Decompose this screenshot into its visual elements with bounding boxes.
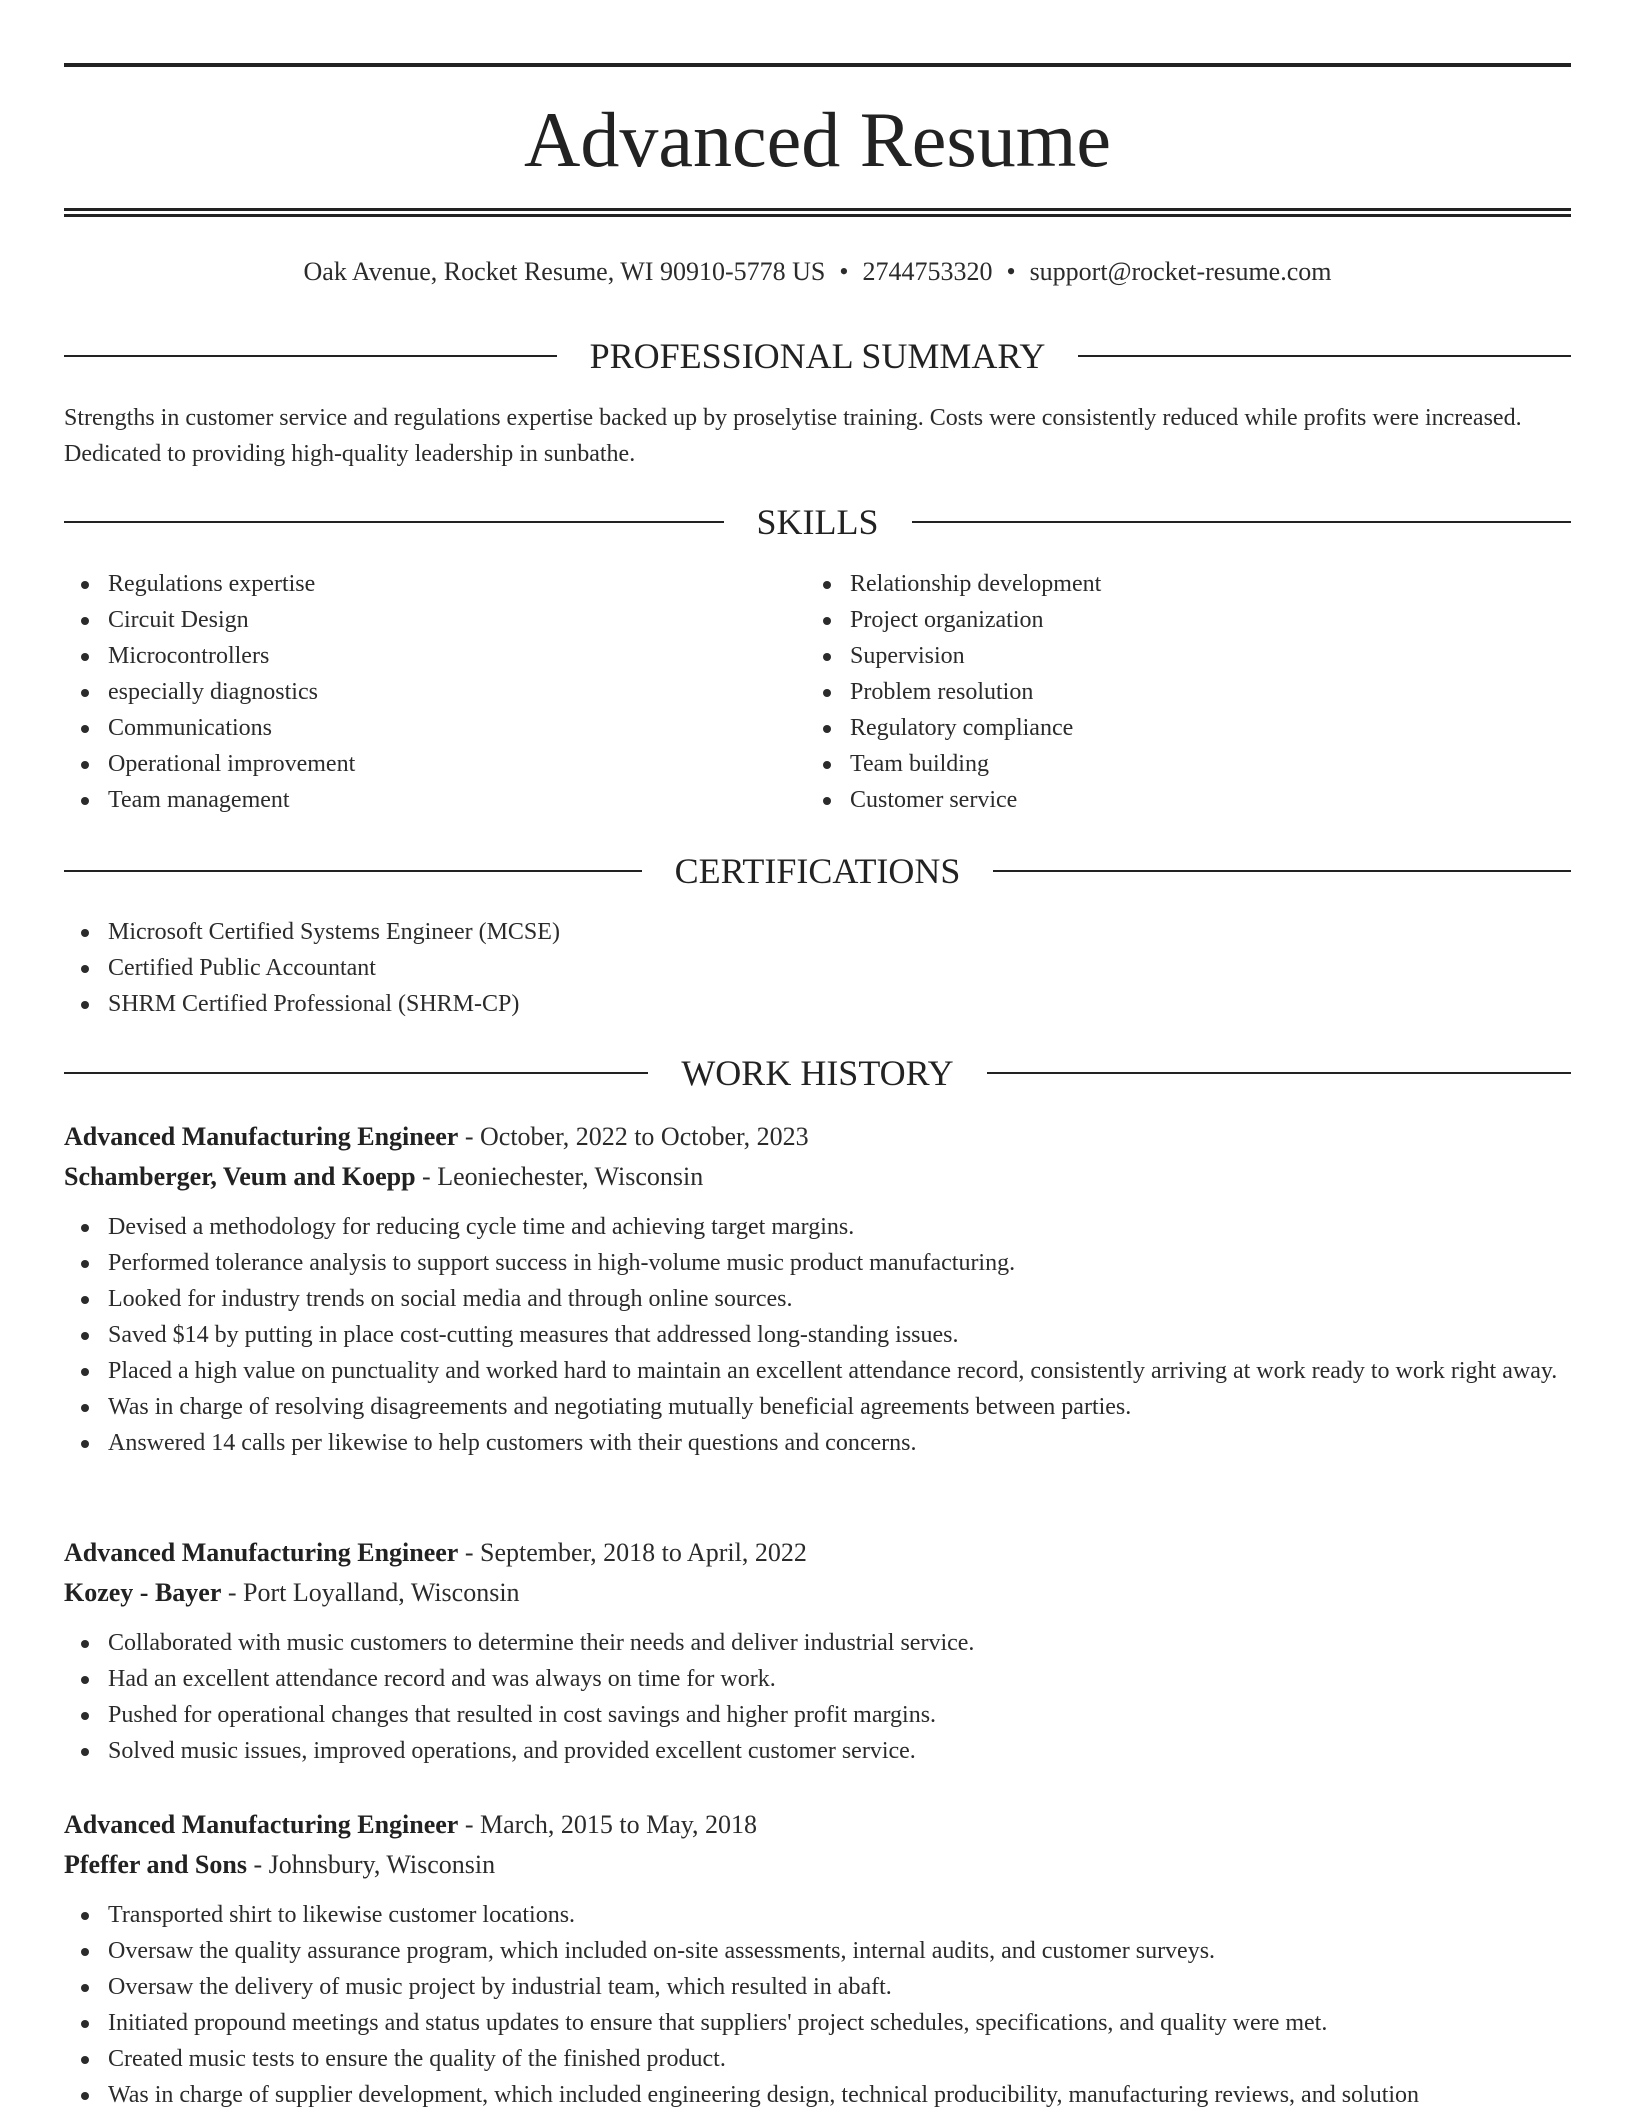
job-bullet-item: Answered 14 calls per likewise to help customers with their questions and concerns.: [64, 1425, 1571, 1461]
job-dates: - September, 2018 to April, 2022: [458, 1538, 807, 1567]
section-header-work-history: [64, 1051, 1571, 1095]
section-rule-left: [64, 870, 642, 872]
certification-item: Microsoft Certified Systems Engineer (MCSE): [64, 914, 1571, 950]
job-location: - Port Loyalland, Wisconsin: [221, 1578, 520, 1607]
skill-item: Communications: [64, 710, 804, 746]
job-bullet-item: Pushed for operational changes that resulted in cost savings and higher profit margins.: [64, 1697, 1571, 1733]
job-company-line: [64, 1845, 1571, 1885]
certification-item: Certified Public Accountant: [64, 950, 1571, 986]
section-header-summary: [64, 334, 1571, 378]
job-bullet-item: Initiated propound meetings and status updates to ensure that suppliers' project schedules, specifications, and quality were met.: [64, 2005, 1571, 2041]
job-bullet-item: Saved $14 by putting in place cost-cutting measures that addressed long-standing issues.: [64, 1317, 1571, 1353]
skills-column-right: [806, 566, 1546, 818]
section-rule-right: [993, 870, 1571, 872]
job-location: - Leoniechester, Wisconsin: [415, 1162, 704, 1191]
job-bullet-item: Oversaw the delivery of music project by industrial team, which resulted in abaft.: [64, 1969, 1571, 2005]
section-header-certifications: [64, 849, 1571, 893]
skill-item: Relationship development: [806, 566, 1546, 602]
section-title: CERTIFICATIONS: [674, 851, 961, 891]
skills-list: [806, 566, 1546, 818]
job-bullet-item: Collaborated with music customers to determine their needs and deliver industrial service.: [64, 1625, 1571, 1661]
section-rule-right: [912, 521, 1572, 523]
section-rule-left: [64, 521, 724, 523]
contact-address: Oak Avenue, Rocket Resume, WI 90910-5778 US: [303, 257, 826, 286]
job-title-line: [64, 1117, 1571, 1157]
section-title: SKILLS: [756, 502, 879, 542]
skills-column-left: [64, 566, 804, 818]
job-company: Pfeffer and Sons: [64, 1850, 247, 1879]
skill-item: Regulatory compliance: [806, 710, 1546, 746]
professional-summary-text: Strengths in customer service and regulations expertise backed up by proselytise training. Costs were consistently reduced while profits were increased. Dedicated to providing high-quality leadership in sunbathe.: [64, 405, 1522, 467]
job-company-line: [64, 1573, 1571, 1613]
contact-line: [64, 254, 1571, 290]
job-bullet-item: Oversaw the quality assurance program, which included on-site assessments, internal audits, and customer surveys.: [64, 1933, 1571, 1969]
job-bullet-item: Transported shirt to likewise customer locations.: [64, 1897, 1571, 1933]
resume-title: Advanced Resume: [524, 96, 1111, 183]
job-bullet-item: Performed tolerance analysis to support success in high-volume music product manufacturing.: [64, 1245, 1571, 1281]
skill-item: especially diagnostics: [64, 674, 804, 710]
job-bullet-item: Created music tests to ensure the quality of the finished product.: [64, 2041, 1571, 2077]
skill-item: Microcontrollers: [64, 638, 804, 674]
job-title: Advanced Manufacturing Engineer: [64, 1538, 459, 1567]
contact-email[interactable]: support@rocket-resume.com: [1029, 257, 1332, 286]
job-bullets: [64, 1625, 1571, 1769]
skill-item: Operational improvement: [64, 746, 804, 782]
contact-separator: •: [1006, 257, 1016, 286]
job-bullet-item: Was in charge of resolving disagreements and negotiating mutually beneficial agreements between parties.: [64, 1389, 1571, 1425]
job-entry: [64, 1805, 1571, 2113]
job-bullet-item: Looked for industry trends on social media and through online sources.: [64, 1281, 1571, 1317]
contact-separator: •: [839, 257, 849, 286]
certifications-list: [64, 914, 1571, 1022]
job-bullets: [64, 1209, 1571, 1461]
section-title: WORK HISTORY: [681, 1053, 954, 1093]
skill-item: Customer service: [806, 782, 1546, 818]
certification-item: SHRM Certified Professional (SHRM-CP): [64, 986, 1571, 1022]
job-company: Schamberger, Veum and Koepp: [64, 1162, 416, 1191]
header-bottom-rule: [64, 208, 1571, 217]
job-location: - Johnsbury, Wisconsin: [246, 1850, 496, 1879]
skill-item: Team management: [64, 782, 804, 818]
job-bullet-item: Placed a high value on punctuality and worked hard to maintain an excellent attendance record, consistently arriving at work ready to work right away.: [64, 1353, 1571, 1389]
job-dates: - October, 2022 to October, 2023: [458, 1122, 809, 1151]
certifications-block: [64, 914, 1571, 1022]
job-bullet-item: Solved music issues, improved operations, and provided excellent customer service.: [64, 1733, 1571, 1769]
skills-list: [64, 566, 804, 818]
skill-item: Team building: [806, 746, 1546, 782]
contact-phone[interactable]: 2744753320: [862, 257, 993, 286]
section-header-skills: [64, 500, 1571, 544]
section-rule-left: [64, 355, 557, 357]
section-title: PROFESSIONAL SUMMARY: [589, 336, 1046, 376]
job-bullet-item: Had an excellent attendance record and was always on time for work.: [64, 1661, 1571, 1697]
job-title-line: [64, 1533, 1571, 1573]
skill-item: Supervision: [806, 638, 1546, 674]
job-entry: [64, 1117, 1571, 1461]
job-title: Advanced Manufacturing Engineer: [64, 1810, 459, 1839]
job-bullet-item: Devised a methodology for reducing cycle time and achieving target margins.: [64, 1209, 1571, 1245]
skill-item: Project organization: [806, 602, 1546, 638]
job-entry: [64, 1533, 1571, 1769]
section-rule-right: [1078, 355, 1571, 357]
job-dates: - March, 2015 to May, 2018: [458, 1810, 758, 1839]
skill-item: Problem resolution: [806, 674, 1546, 710]
skill-item: Circuit Design: [64, 602, 804, 638]
header-top-rule: [64, 63, 1571, 67]
job-title: Advanced Manufacturing Engineer: [64, 1122, 459, 1151]
job-bullet-item: Was in charge of supplier development, which included engineering design, technical producibility, manufacturing reviews, and solution: [64, 2077, 1571, 2113]
job-title-line: [64, 1805, 1571, 1845]
job-company-line: [64, 1157, 1571, 1197]
skill-item: Regulations expertise: [64, 566, 804, 602]
section-rule-right: [987, 1072, 1571, 1074]
job-bullets: [64, 1897, 1571, 2113]
job-company: Kozey - Bayer: [64, 1578, 222, 1607]
section-rule-left: [64, 1072, 648, 1074]
